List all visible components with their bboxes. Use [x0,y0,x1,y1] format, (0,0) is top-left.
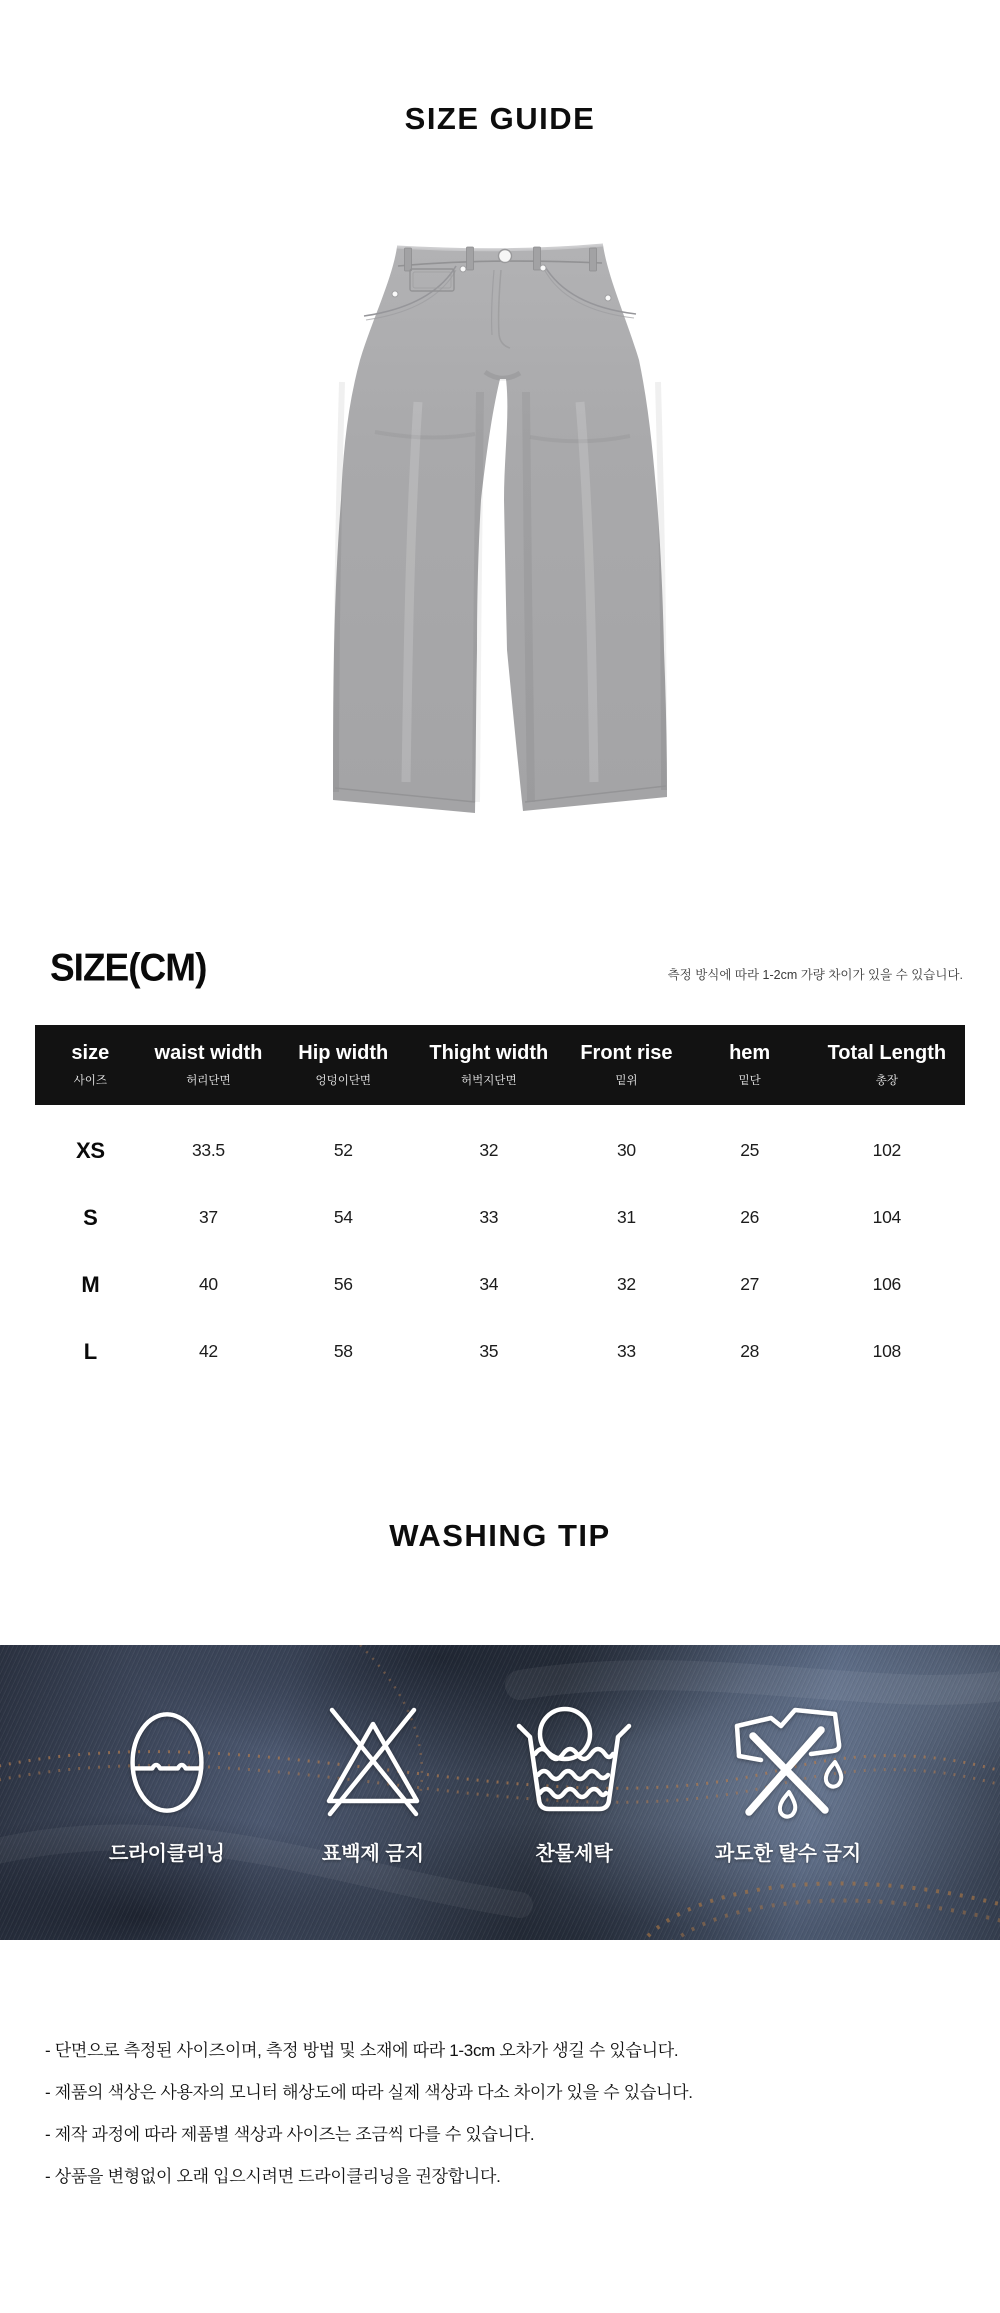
column-hip-en: Hip width [298,1042,389,1064]
footer-notes [45,2039,693,2207]
table-row-m [35,1251,965,1318]
row-s-waist: 37 [198,1207,218,1227]
column-waist-kr: 허리단면 [186,1075,231,1087]
table-row-s [35,1184,965,1251]
column-total-length [809,1042,965,1088]
row-m-size: M [81,1271,100,1297]
no-wring-icon [723,1700,853,1825]
column-size-en: size [71,1042,110,1064]
row-s-size: S [83,1204,98,1230]
column-hem-en: hem [729,1042,771,1064]
size-table-body [35,1117,965,1385]
row-m-front-rise: 32 [617,1274,636,1294]
measurement-note: 측정 방식에 따라 1-2cm 가량 차이가 있을 수 있습니다. [667,968,963,982]
column-thigh-kr: 허벅지단면 [461,1075,517,1087]
row-s-hip: 54 [333,1207,353,1227]
size-guide-title: SIZE GUIDE [404,101,596,136]
column-total-length-kr: 총장 [875,1075,898,1087]
wash-item-no-bleach [268,1700,478,1866]
row-xs-hip: 52 [333,1140,353,1160]
row-xs-hem: 25 [740,1140,760,1160]
note-line-1: - 단면으로 측정된 사이즈이며, 측정 방법 및 소재에 따라 1-3cm 오차가 생길 수 있습니다. [45,2041,679,2060]
row-m-hip: 56 [333,1274,353,1294]
row-m-hem: 27 [740,1274,760,1294]
no-bleach-icon [312,1700,434,1825]
column-hem [691,1042,809,1088]
row-l-total-length: 108 [872,1341,901,1361]
column-front-rise-en: Front rise [580,1042,673,1064]
row-xs-thigh: 32 [479,1140,499,1160]
row-xs-size: XS [75,1137,105,1163]
column-waist [146,1042,272,1088]
row-s-hem: 26 [740,1207,760,1227]
row-l-thigh: 35 [479,1341,499,1361]
wash-item-no-wring [683,1700,893,1866]
column-thigh-en: Thight width [429,1042,549,1064]
column-thigh [415,1042,562,1088]
column-waist-en: waist width [154,1042,263,1064]
column-front-rise-kr: 밑위 [615,1075,638,1087]
column-hip [271,1042,415,1088]
column-hem-kr: 밑단 [738,1075,761,1087]
row-l-front-rise: 33 [617,1341,636,1361]
row-s-front-rise: 31 [617,1207,636,1227]
note-line-4: - 상품을 변형없이 오래 입으시려면 드라이클리닝을 권장합니다. [45,2167,501,2186]
cold-wash-icon [509,1700,639,1825]
row-xs-waist: 33.5 [191,1140,225,1160]
table-row-xs [35,1117,965,1184]
product-photo-pants [280,222,720,822]
wash-item-dry-clean [62,1700,272,1866]
note-line-3: - 제작 과정에 따라 제품별 색상과 사이즈는 조금씩 다를 수 있습니다. [45,2125,535,2144]
size-table-header [35,1025,965,1105]
row-l-waist: 42 [198,1341,218,1361]
note-line-2: - 제품의 색상은 사용자의 모니터 해상도에 따라 실제 색상과 다소 차이가 있을 수 있습니다. [45,2083,693,2102]
row-l-size: L [83,1338,97,1364]
dry-clean-icon [108,1700,226,1825]
column-hip-kr: 엉덩이단면 [315,1075,372,1087]
wash-label: 과도한 탈수 금지 [714,1843,862,1865]
pants-image [280,222,720,822]
row-m-waist: 40 [198,1274,218,1294]
row-l-hip: 58 [333,1341,353,1361]
row-s-thigh: 33 [479,1207,499,1227]
table-row-l [35,1318,965,1385]
washing-tip-title: WASHING TIP [389,1518,611,1553]
column-front-rise [562,1042,690,1088]
wash-label: 표백제 금지 [321,1843,425,1865]
wash-label: 찬물세탁 [535,1843,613,1865]
row-xs-total-length: 102 [872,1140,901,1160]
wash-item-cold-wash [469,1700,679,1866]
row-xs-front-rise: 30 [617,1140,636,1160]
row-l-hem: 28 [740,1341,760,1361]
row-m-total-length: 106 [872,1274,901,1294]
denim-photo-band [0,1645,1000,1940]
row-m-thigh: 34 [479,1274,499,1294]
column-size [35,1042,146,1088]
wash-label: 드라이클리닝 [109,1843,225,1865]
size-cm-heading: SIZE(CM) [50,946,207,989]
column-size-kr: 사이즈 [73,1075,107,1087]
column-total-length-en: Total Length [827,1042,947,1064]
row-s-total-length: 104 [872,1207,901,1227]
